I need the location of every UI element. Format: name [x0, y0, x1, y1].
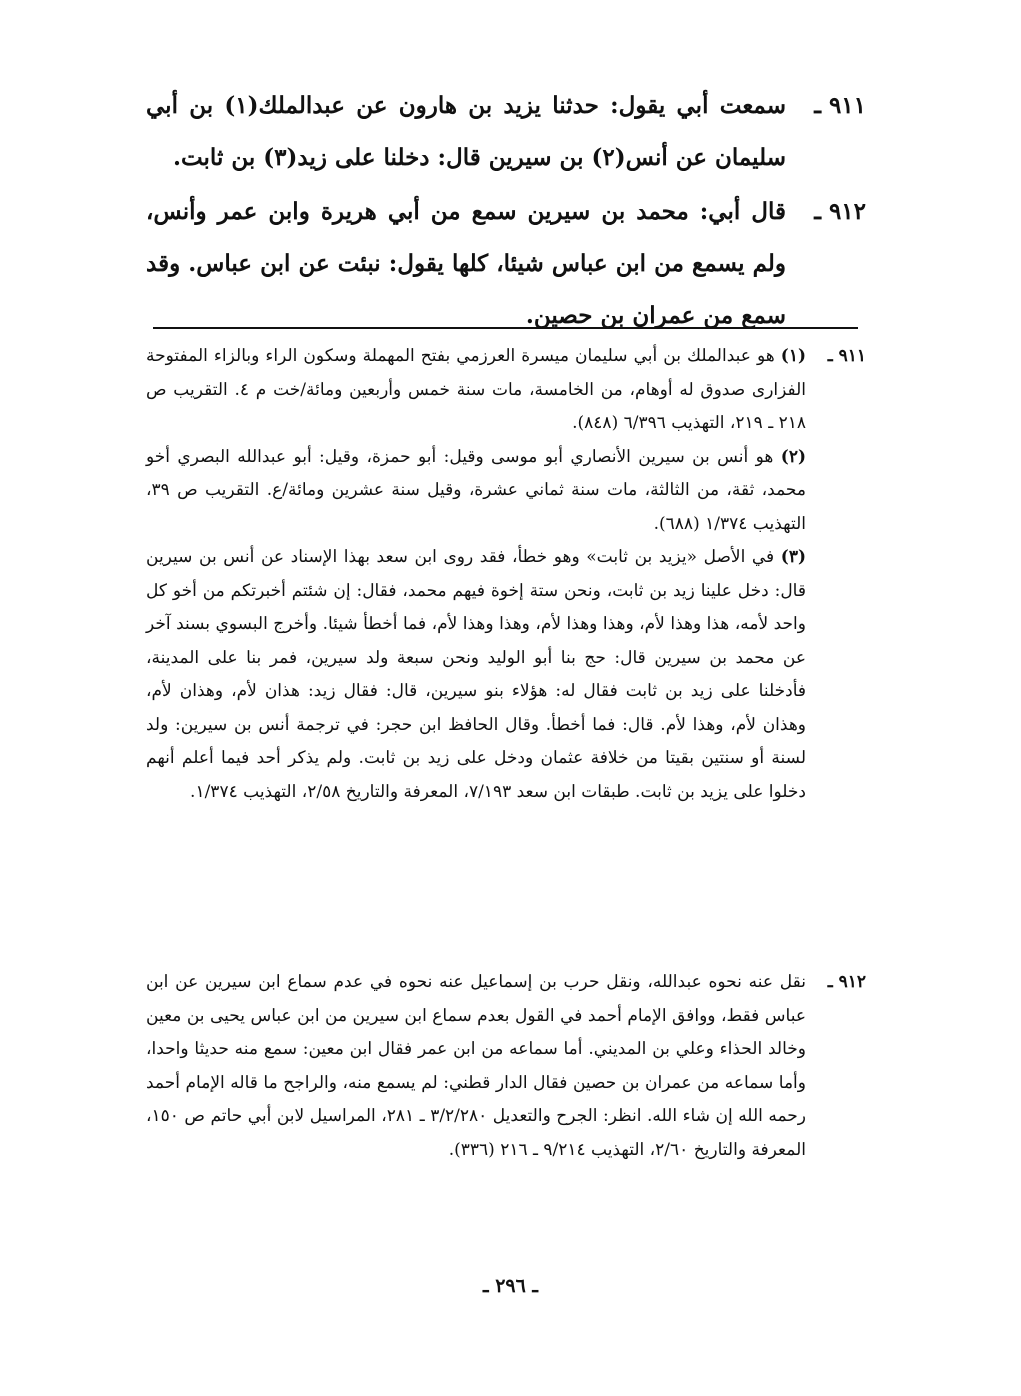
- entry-text: سمعت أبي يقول: حدثنا يزيد بن هارون عن عبدالملك(١) بن أبي سليمان عن أنس(٢) بن سيرين قال: دخلنا على زيد(٣) بن ثابت.: [146, 92, 786, 171]
- footnotes-912: [146, 966, 866, 1167]
- footnote-marker: (٢): [780, 446, 806, 467]
- footnotes-911: [146, 340, 866, 809]
- entry-912: [146, 186, 866, 342]
- footnote-item: [146, 340, 806, 441]
- footnote-text: هو أنس بن سيرين الأنصاري أبو موسى وقيل: أبو حمزة، وقيل: أبو عبدالله البصري أخو محمد، ثقة، من الثالثة، مات سنة ثماني عشرة، وقيل سنة عشرين ومائة/ع. التقريب ص ٣٩، التهذيب ١/٣٧٤ (٦٨٨).: [146, 446, 806, 534]
- footnote-number: ٩١١ ـ: [827, 346, 866, 366]
- footnote-separator: [153, 327, 858, 329]
- footnote-text: في الأصل «يزيد بن ثابت» وهو خطأ، فقد روى ابن سعد بهذا الإسناد عن أنس بن سيرين قال: دخل علينا زيد بن ثابت، ونحن ستة إخوة فيهم محمد، فقال: إن شئتم أخبرتكم من أخو كل واحد لأمه، هذا وهذا لأم، وهذا وهذا لأم، وهذا وهذا لأم، فما أخطأ شيئا. وأخرج البسوي بسند آخر عن محمد بن سيرين قال: حج بنا أبو الوليد ونحن سبعة ولد سيرين، فمر بنا على المدينة، فأدخلنا على زيد بن ثابت فقال له: هؤلاء بنو سيرين، قال: فقال زيد: هذان لأم، وهذان لأم، وهذان لأم، وهذا لأم. قال: فما أخطأ. وقال الحافظ ابن حجر: في ترجمة أنس بن سيرين: ولد لسنة أو سنتين بقيتا من خلافة عثمان ودخل على زيد بن ثابت. ولم يذكر أحد فيما أعلم أنهم دخلوا على يزيد بن ثابت. طبقات ابن سعد ٧/١٩٣، المعرفة والتاريخ ٢/٥٨، التهذيب ١/٣٧٤.: [146, 547, 806, 802]
- footnote-item: [146, 541, 806, 809]
- entry-number: ٩١٢ ـ: [814, 198, 866, 225]
- footnote-item: [146, 441, 806, 542]
- footnote-number: ٩١٢ ـ: [827, 972, 866, 992]
- footnote-marker: (٣): [780, 547, 807, 567]
- page-number: ـ ٢٩٦ ـ: [483, 1275, 538, 1297]
- entry-911: [146, 80, 866, 184]
- footnote-text: نقل عنه نحوه عبدالله، ونقل حرب بن إسماعيل عنه نحوه في عدم سماع ابن سيرين عن ابن عباس فقط، ووافق الإمام أحمد في القول بعدم سماع ابن سيرين من ابن عباس يحيى بن معين وخالد الحذاء وعلي بن المديني. أما سماعه من ابن عمر فقال ابن معين: سمع منه حديثا واحدا، وأما سماعه من عمران بن حصين فقال الدار قطني: لم يسمع منه، والراجح ما قاله الإمام أحمد رحمه الله إن شاء الله. انظر: الجرح والتعديل ٣/٢/٢٨٠ ـ ٢٨١، المراسيل لابن أبي حاتم ص ١٥٠، المعرفة والتاريخ ٢/٦٠، التهذيب ٩/٢١٤ ـ ٢١٦ (٣٣٦).: [146, 972, 807, 1160]
- footnote-item: [146, 966, 806, 1167]
- entry-text: قال أبي: محمد بن سيرين سمع من أبي هريرة وابن عمر وأنس، ولم يسمع من ابن عباس شيئا، كلها يقول: نبئت عن ابن عباس. وقد سمع من عمران بن حصين.: [146, 198, 786, 329]
- footnote-marker: (١): [780, 346, 806, 366]
- entry-number: ٩١١ ـ: [814, 92, 866, 119]
- footnote-text: هو عبدالملك بن أبي سليمان ميسرة العرزمي بفتح المهملة وسكون الراء وبالزاء المفتوحة الفزارى صدوق له أوهام، من الخامسة، مات سنة خمس وأربعين ومائة/خت م ٤. التقريب ص ٢١٨ ـ ٢١٩، التهذيب ٦/٣٩٦ (٨٤٨).: [146, 346, 807, 433]
